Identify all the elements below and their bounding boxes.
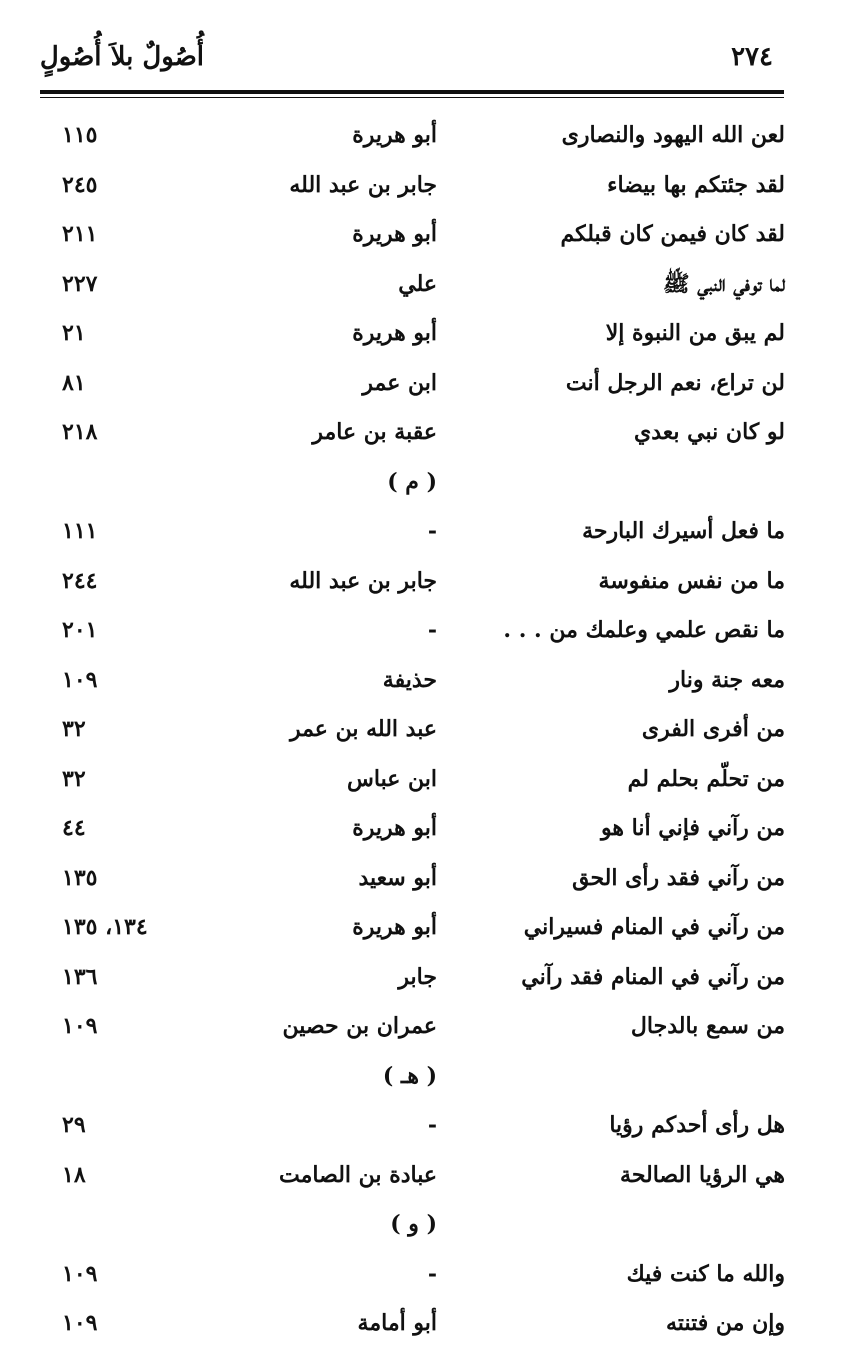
page-ref: ٣٢ [62,765,86,792]
table-row [0,706,849,756]
page-ref: ٢٩ [62,1112,86,1138]
narrator: أبو هريرة [352,914,437,940]
narrator: أبو هريرة [352,122,437,148]
table-row [0,904,849,954]
section-heading-row [0,459,849,509]
page-ref: ١٣٤، ١٣٥ [62,914,148,940]
narrator: جابر [398,963,437,990]
narrator: حذيفة [382,666,437,693]
page-ref: ١٠٩ [62,1013,98,1039]
hadith-text: من رآني فإني أنا هو [601,815,785,841]
page-ref: ٤٤ [62,815,86,841]
hadith-text: لعن الله اليهود والنصارى [561,122,785,148]
hadith-text: ما من نفس منفوسة [598,567,785,594]
page-ref: ٣٢ [62,716,86,742]
table-row [0,508,849,558]
narrator: عبد الله بن عمر [289,716,437,742]
hadith-text: لم يبق من النبوة إلا [605,320,785,346]
narrator: عمران بن حصين [282,1013,437,1039]
hadith-text: لقد كان فيمن كان قبلكم [560,221,785,247]
table-row [0,211,849,261]
table-row [0,607,849,657]
page-number: ٢٧٤ [731,42,773,72]
narrator: أبو هريرة [352,815,437,841]
hadith-text: ما نقص علمي وعلمك من . . . [503,617,785,643]
hadith-index-table [0,112,849,1350]
hadith-text: من تحلّم بحلم لم [627,765,785,792]
narrator: - [427,1260,437,1287]
table-row [0,1300,849,1350]
table-row [0,954,849,1004]
table-row [0,409,849,459]
table-row [0,805,849,855]
page-ref: ٨١ [62,369,86,396]
section-heading-row [0,1053,849,1103]
hadith-text: ما فعل أسيرك البارحة [582,518,785,544]
hadith-text: هل رأى أحدكم رؤيا [609,1112,785,1138]
hadith-text: من رآني فقد رأى الحق [572,864,785,891]
hadith-text: لو كان نبي بعدي [634,419,785,445]
narrator: أبو سعيد [358,864,437,891]
hadith-text: من رآني في المنام فقد رآني [521,963,785,990]
page-ref: ٢١٨ [62,419,98,445]
table-row [0,162,849,212]
page-ref: ١٠٩ [62,1310,98,1336]
table-row [0,1152,849,1202]
narrator: ابن عمر [362,369,437,396]
running-header-title: أُصُولٌ بلاَ أُصُولٍ [39,42,204,72]
narrator: علي [398,270,437,297]
hadith-text: لقد جئتكم بها بيضاء [607,171,785,198]
narrator: جابر بن عبد الله [289,171,437,198]
narrator: ابن عباس [347,765,437,792]
table-row [0,756,849,806]
table-row [0,558,849,608]
hadith-text: لما توفي النبي ﷺ [662,270,785,297]
page-ref: ١١٥ [62,122,98,148]
page-ref: ٢١١ [62,221,98,247]
section-heading-row [0,1201,849,1251]
page-ref: ٢٠١ [62,617,98,643]
hadith-text: من رآني في المنام فسيراني [523,914,785,940]
page-ref: ٢٤٥ [62,171,98,198]
hadith-text: هي الرؤيا الصالحة [620,1161,785,1188]
table-row [0,1003,849,1053]
table-row [0,261,849,311]
section-letter: ( هـ ) [382,1062,437,1089]
section-letter: ( و ) [390,1211,437,1237]
page-ref: ١٠٩ [62,666,98,693]
page-ref: ٢٤٤ [62,567,98,594]
table-row [0,310,849,360]
hadith-text: والله ما كنت فيك [626,1260,785,1287]
header-rule-thick [40,90,784,94]
table-row [0,855,849,905]
page-ref: ٢٢٧ [62,270,98,297]
hadith-text: لن تراع، نعم الرجل أنت [565,369,785,396]
hadith-text: معه جنة ونار [669,666,785,693]
table-row [0,1251,849,1301]
hadith-text: من أفرى الفرى [641,716,785,742]
table-row [0,112,849,162]
page-ref: ١٣٦ [62,963,98,990]
page-ref: ١٠٩ [62,1260,98,1287]
page-ref: ١٨ [62,1161,86,1188]
narrator: أبو هريرة [352,320,437,346]
header-rule-thin [40,97,784,98]
table-row [0,657,849,707]
section-letter: ( م ) [387,468,437,495]
table-row [0,1102,849,1152]
narrator: جابر بن عبد الله [289,567,437,594]
narrator: عقبة بن عامر [312,419,437,445]
page-ref: ١٣٥ [62,864,98,891]
narrator: أبو هريرة [352,221,437,247]
hadith-text: من سمع بالدجال [630,1013,785,1039]
narrator: أبو أمامة [357,1310,437,1336]
narrator: - [427,518,437,544]
page-ref: ٢١ [62,320,86,346]
hadith-text: وإن من فتنته [666,1310,785,1336]
narrator: - [427,617,437,643]
narrator: - [427,1112,437,1138]
page-ref: ١١١ [62,518,98,544]
table-row [0,360,849,410]
narrator: عبادة بن الصامت [279,1161,437,1188]
